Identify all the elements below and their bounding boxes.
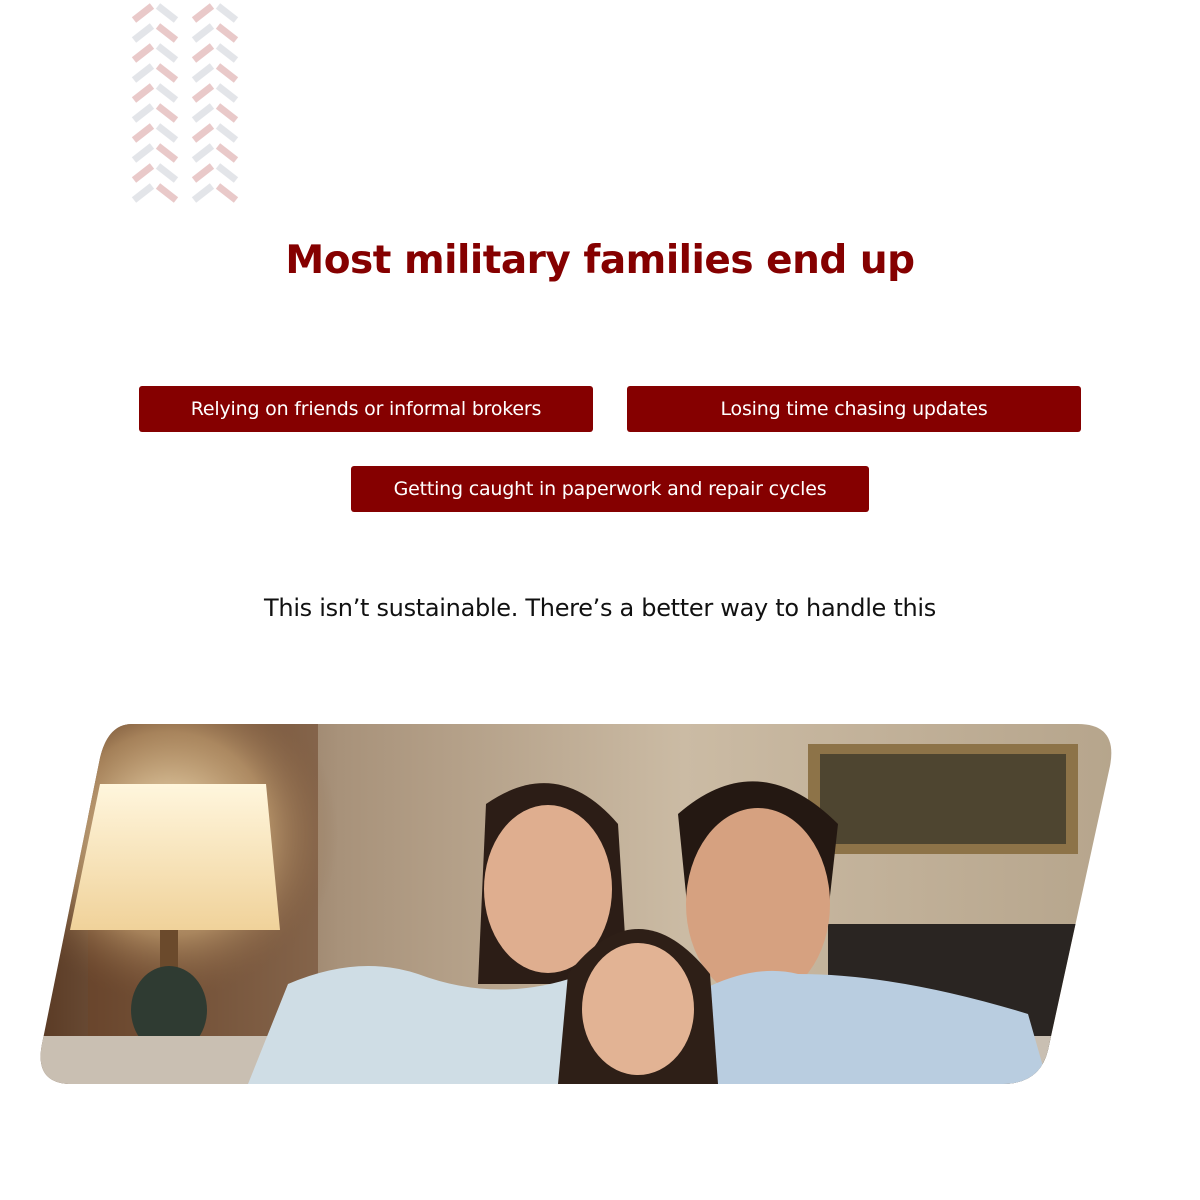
chevron-stroke [158,6,176,20]
chevron-stroke [194,6,212,20]
chevron-stroke [158,106,176,120]
chevron-stroke [218,6,236,20]
chevron-stroke [218,46,236,60]
chevron-stroke [158,46,176,60]
chevron-stroke [158,146,176,160]
chevron-stroke [194,166,212,180]
chevron-stroke [194,86,212,100]
family-photo [38,724,1114,1084]
chevron-stroke [218,166,236,180]
chevron-stroke [218,126,236,140]
chevron-pattern-decoration [128,0,250,210]
chevron-stroke [218,66,236,80]
chevron-stroke [158,166,176,180]
chevron-stroke [134,86,152,100]
chevron-stroke [134,166,152,180]
chevron-stroke [134,46,152,60]
chevron-stroke [158,66,176,80]
chevron-stroke [218,186,236,200]
chevron-stroke [134,146,152,160]
chevron-stroke [158,26,176,40]
pain-point-pill-paperwork-cycles: Getting caught in paperwork and repair cycles [351,466,869,512]
chevron-stroke [194,126,212,140]
subheadline: This isn’t sustainable. There’s a better way to handle this [264,594,936,622]
chevron-stroke [194,66,212,80]
chevron-stroke [134,106,152,120]
chevron-stroke [134,186,152,200]
chevron-stroke [134,6,152,20]
chevron-stroke [134,66,152,80]
chevron-stroke [194,146,212,160]
chevron-stroke [218,26,236,40]
chevron-stroke [218,146,236,160]
chevron-stroke [134,126,152,140]
chevron-stroke [194,186,212,200]
pain-point-pill-informal-brokers: Relying on friends or informal brokers [139,386,593,432]
chevron-stroke [218,86,236,100]
chevron-stroke [194,26,212,40]
chevron-stroke [218,106,236,120]
chevron-stroke [158,86,176,100]
chevron-stroke [134,26,152,40]
headline: Most military families end up [285,238,915,283]
chevron-stroke [158,126,176,140]
chevron-stroke [194,106,212,120]
pain-point-pill-chasing-updates: Losing time chasing updates [627,386,1081,432]
chevron-stroke [158,186,176,200]
chevron-stroke [194,46,212,60]
